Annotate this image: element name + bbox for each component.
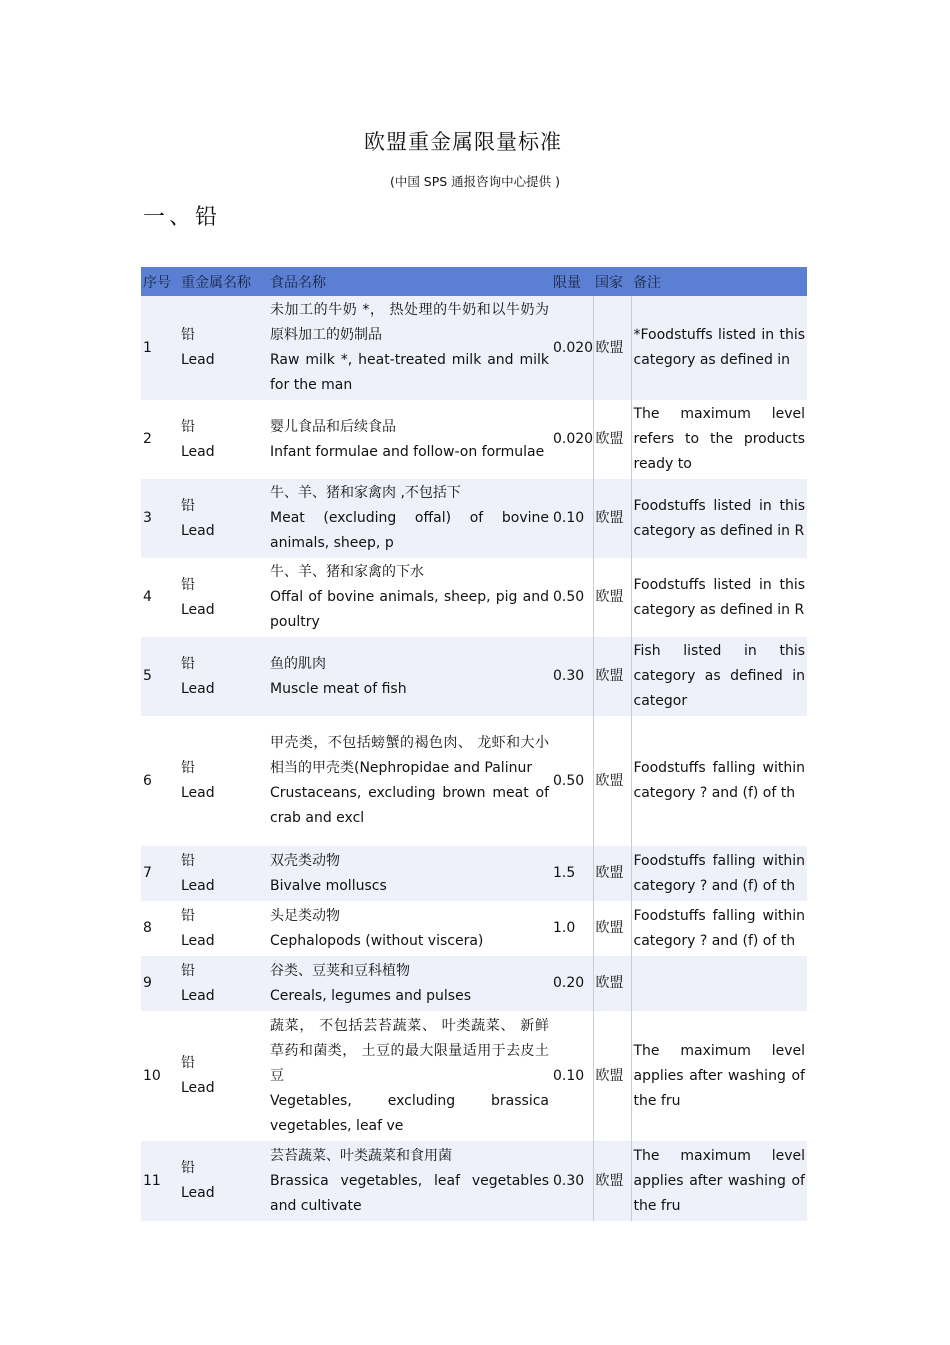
metal-zh: 铅	[181, 852, 195, 869]
food-en: Crustaceans, excluding brown meat of crab and excl	[270, 785, 549, 826]
cell-no: 9	[141, 956, 179, 1011]
food-zh: 未加工的牛奶 *， 热处理的牛奶和以牛奶为原料加工的奶制品	[270, 302, 549, 343]
metal-zh: 铅	[181, 327, 195, 343]
document-title: 欧盟重金属限量标准	[364, 130, 562, 154]
cell-limit: 0.20	[551, 956, 593, 1011]
table-row	[141, 956, 807, 1011]
cell-no: 8	[141, 901, 179, 956]
cell-note: The maximum level applies after washing of the fru	[631, 1011, 807, 1141]
cell-limit: 0.10	[551, 1011, 593, 1141]
metal-zh: 铅	[181, 1160, 195, 1176]
metal-zh: 铅	[181, 497, 195, 514]
cell-metal	[179, 296, 268, 400]
cell-food	[268, 716, 551, 846]
metal-en: Lead	[181, 877, 215, 894]
limits-table	[141, 267, 807, 1221]
cell-food	[268, 400, 551, 479]
cell-no: 10	[141, 1011, 179, 1141]
cell-limit: 0.020	[551, 296, 593, 400]
cell-note: The maximum level applies after washing of the fru	[631, 1141, 807, 1221]
metal-zh: 铅	[181, 1055, 195, 1071]
metal-zh: 铅	[181, 655, 195, 672]
food-zh: 牛、羊、猪和家禽的下水	[270, 564, 424, 580]
table-row	[141, 479, 807, 558]
food-zh: 双壳类动物	[270, 852, 340, 869]
header-food: 食品名称	[268, 267, 551, 296]
table-header-row	[141, 267, 807, 296]
food-en: Offal of bovine animals, sheep, pig and poultry	[270, 589, 549, 630]
header-no: 序号	[141, 267, 179, 296]
food-en: Meat (excluding offal) of bovine animals, sheep, p	[270, 510, 549, 551]
cell-country: 欧盟	[593, 956, 631, 1011]
cell-country: 欧盟	[593, 846, 631, 901]
document-subtitle: (中国 SPS 通报咨询中心提供 )	[389, 174, 561, 189]
metal-en: Lead	[181, 522, 215, 539]
table-row	[141, 1141, 807, 1221]
cell-metal	[179, 637, 268, 716]
cell-limit: 0.30	[551, 1141, 593, 1221]
metal-en: Lead	[181, 932, 215, 949]
metal-en: Lead	[181, 1185, 215, 1201]
cell-metal	[179, 479, 268, 558]
cell-no: 5	[141, 637, 179, 716]
table-row	[141, 901, 807, 956]
cell-limit: 0.10	[551, 479, 593, 558]
header-country: 国家	[593, 267, 631, 296]
cell-country: 欧盟	[593, 296, 631, 400]
cell-limit: 1.5	[551, 846, 593, 901]
metal-en: Lead	[181, 680, 215, 697]
cell-limit: 0.50	[551, 716, 593, 846]
cell-no: 1	[141, 296, 179, 400]
metal-zh: 铅	[181, 576, 195, 593]
cell-no: 4	[141, 558, 179, 637]
food-en: Cephalopods (without viscera)	[270, 932, 484, 949]
cell-country: 欧盟	[593, 400, 631, 479]
food-zh: 甲壳类，不包括螃蟹的褐色肉、 龙虾和大小相当的甲壳类(Nephropidae and Palinur	[270, 735, 549, 776]
cell-limit: 0.50	[551, 558, 593, 637]
cell-limit: 0.30	[551, 637, 593, 716]
cell-note	[631, 956, 807, 1011]
cell-note: Foodstuffs falling within category ? and (f) of th	[631, 846, 807, 901]
food-zh: 头足类动物	[270, 907, 340, 924]
table-row	[141, 558, 807, 637]
cell-food	[268, 1011, 551, 1141]
cell-metal	[179, 1011, 268, 1141]
cell-food	[268, 558, 551, 637]
cell-food	[268, 1141, 551, 1221]
cell-metal	[179, 901, 268, 956]
food-en: Muscle meat of fish	[270, 680, 407, 697]
food-zh: 牛、羊、猪和家禽肉 ,不包括下	[270, 485, 461, 501]
metal-en: Lead	[181, 785, 215, 801]
section-heading: 一、铅	[143, 205, 222, 230]
cell-country: 欧盟	[593, 1011, 631, 1141]
cell-note: Foodstuffs falling within category ? and (f) of th	[631, 716, 807, 846]
cell-note: Foodstuffs falling within category ? and (f) of th	[631, 901, 807, 956]
cell-no: 7	[141, 846, 179, 901]
food-zh: 鱼的肌肉	[270, 655, 326, 672]
cell-metal	[179, 956, 268, 1011]
metal-zh: 铅	[181, 962, 195, 979]
table-body	[141, 296, 807, 1221]
metal-zh: 铅	[181, 760, 195, 776]
cell-no: 2	[141, 400, 179, 479]
metal-zh: 铅	[181, 907, 195, 924]
food-en: Vegetables, excluding brassica vegetables, leaf ve	[270, 1092, 549, 1134]
cell-no: 6	[141, 716, 179, 846]
cell-food	[268, 479, 551, 558]
cell-note: *Foodstuffs listed in this category as defined in	[631, 296, 807, 400]
cell-food	[268, 296, 551, 400]
cell-metal	[179, 846, 268, 901]
metal-en: Lead	[181, 1080, 215, 1096]
cell-food	[268, 901, 551, 956]
food-zh: 芸苔蔬菜、叶类蔬菜和食用菌	[270, 1147, 452, 1164]
cell-metal	[179, 400, 268, 479]
header-limit: 限量	[551, 267, 593, 296]
cell-country: 欧盟	[593, 637, 631, 716]
food-en: Infant formulae and follow-on formulae	[270, 443, 545, 460]
food-en: Raw milk *, heat-treated milk and milk for the man	[270, 352, 549, 393]
metal-en: Lead	[181, 987, 215, 1004]
cell-no: 3	[141, 479, 179, 558]
cell-country: 欧盟	[593, 558, 631, 637]
cell-limit: 0.020	[551, 400, 593, 479]
cell-food	[268, 956, 551, 1011]
cell-no: 11	[141, 1141, 179, 1221]
food-en: Brassica vegetables, leaf vegetables and cultivate	[270, 1172, 549, 1214]
cell-food	[268, 637, 551, 716]
cell-limit: 1.0	[551, 901, 593, 956]
table-row	[141, 400, 807, 479]
metal-zh: 铅	[181, 418, 195, 435]
table-row	[141, 296, 807, 400]
food-en: Cereals, legumes and pulses	[270, 987, 472, 1004]
cell-note: Fish listed in this category as defined in categor	[631, 637, 807, 716]
cell-country: 欧盟	[593, 1141, 631, 1221]
cell-country: 欧盟	[593, 479, 631, 558]
food-en: Bivalve molluscs	[270, 877, 387, 894]
cell-note: Foodstuffs listed in this category as defined in R	[631, 479, 807, 558]
metal-en: Lead	[181, 443, 215, 460]
table-row	[141, 716, 807, 846]
cell-metal	[179, 716, 268, 846]
header-note: 备注	[631, 267, 807, 296]
metal-en: Lead	[181, 352, 215, 368]
table-row	[141, 846, 807, 901]
cell-country: 欧盟	[593, 901, 631, 956]
cell-note: Foodstuffs listed in this category as defined in R	[631, 558, 807, 637]
cell-metal	[179, 558, 268, 637]
metal-en: Lead	[181, 601, 215, 618]
cell-metal	[179, 1141, 268, 1221]
table-row	[141, 1011, 807, 1141]
header-metal: 重金属名称	[179, 267, 268, 296]
food-zh: 谷类、豆荚和豆科植物	[270, 962, 410, 979]
food-zh: 婴儿食品和后续食品	[270, 418, 396, 435]
cell-country: 欧盟	[593, 716, 631, 846]
cell-note: The maximum level refers to the products ready to	[631, 400, 807, 479]
food-zh: 蔬菜， 不包括芸苔蔬菜、 叶类蔬菜、 新鲜草药和菌类， 土豆的最大限量适用于去皮土豆	[270, 1017, 549, 1084]
cell-food	[268, 846, 551, 901]
table-row	[141, 637, 807, 716]
